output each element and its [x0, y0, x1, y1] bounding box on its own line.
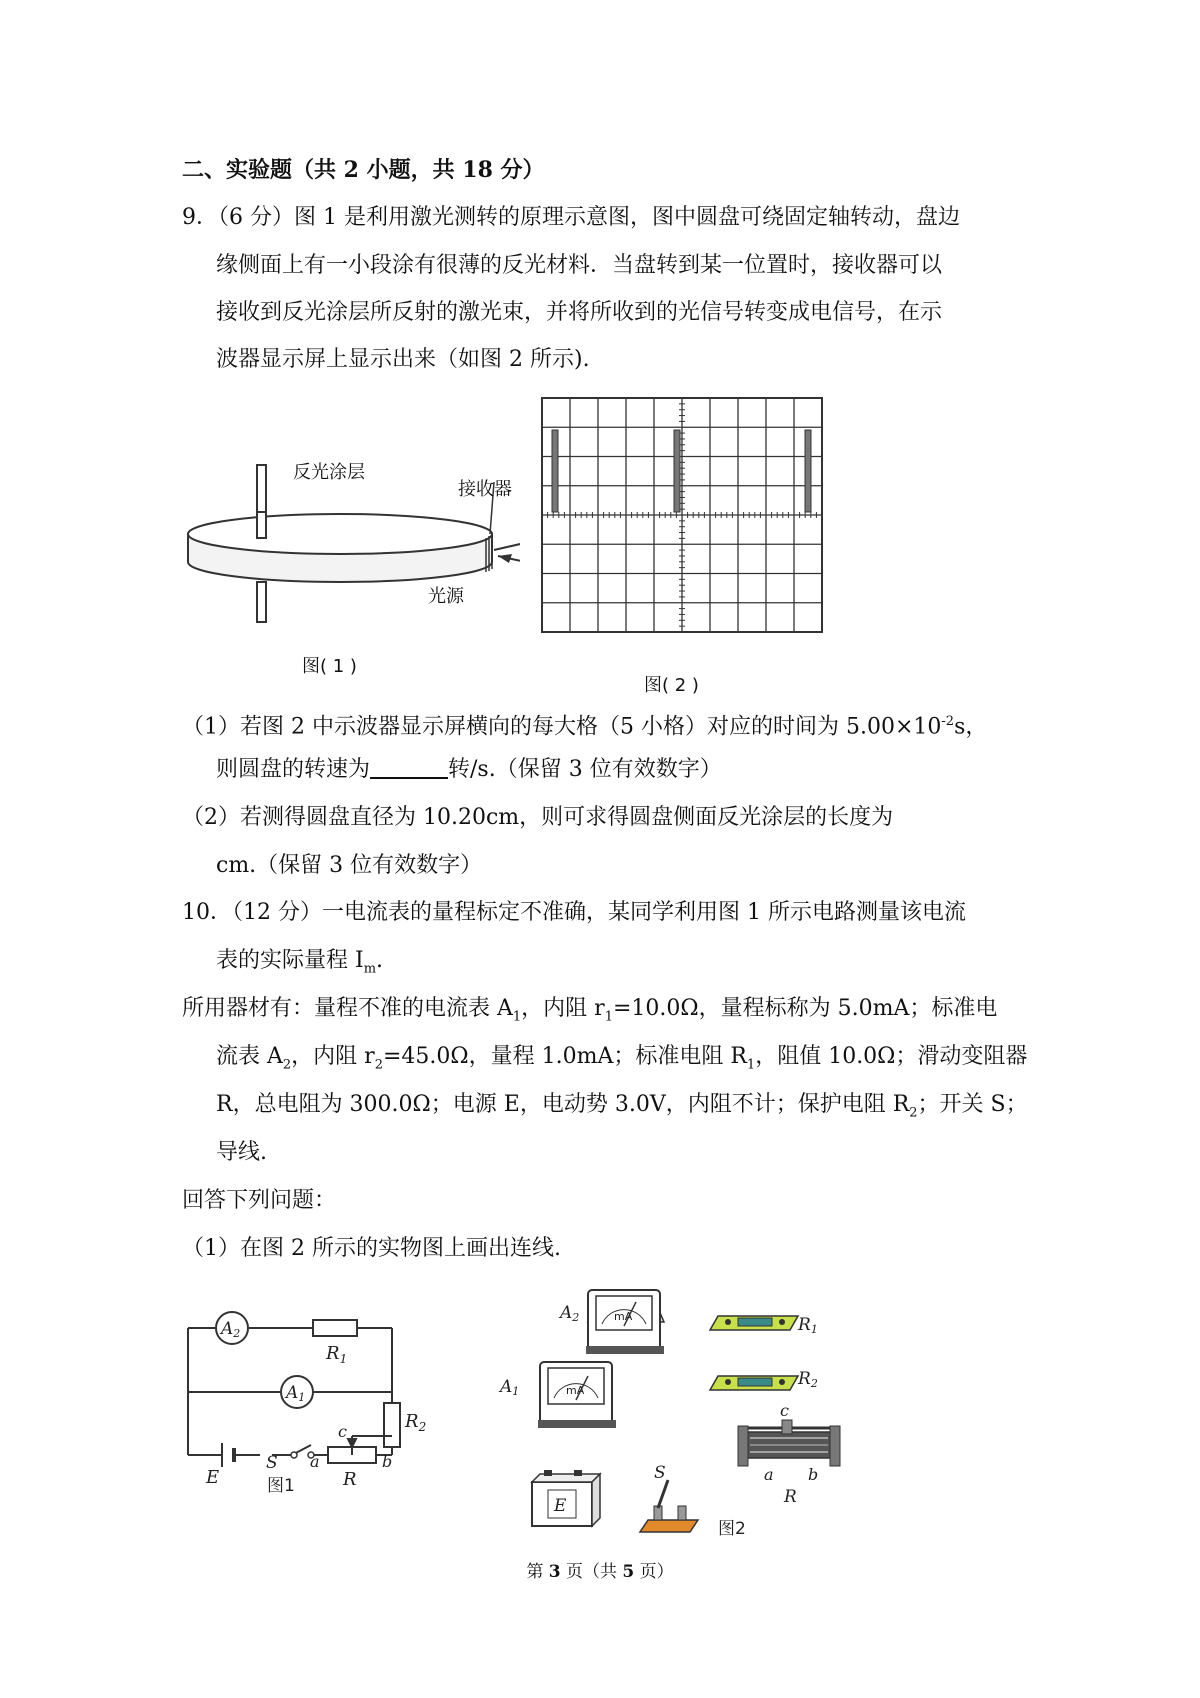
resistor-r2-device	[710, 1376, 798, 1390]
circuit-a1-label: A1	[286, 1383, 306, 1404]
svg-text:mA: mA	[566, 1384, 585, 1397]
apparatus-r-label: R	[784, 1487, 797, 1507]
circuit-e-label: E	[206, 1467, 220, 1488]
q10-materials-line-1: 所用器材有：量程不准的电流表 $A_1$，内阻 $r_1=10.0\Omega$，量程标称为 5.0mA；标准电	[182, 996, 998, 1025]
apparatus-figure-caption: 图2	[718, 1519, 746, 1539]
receiver-label: 接收器	[458, 479, 512, 500]
q10-sub1: （1）在图 2 所示的实物图上画出连线.	[182, 1236, 561, 1261]
oscilloscope-figure	[541, 397, 823, 633]
apparatus-a1-label: A1	[500, 1377, 520, 1398]
figure-2-caption: 图( 2 )	[644, 675, 699, 696]
apparatus-a2-label: A2	[560, 1303, 580, 1324]
answer-blank[interactable]	[370, 755, 448, 779]
figure-1-caption: 图( 1 )	[302, 656, 357, 677]
circuit-r-label: R	[343, 1469, 357, 1490]
signal-pulse	[805, 430, 811, 512]
apparatus-b-label: b	[808, 1465, 819, 1484]
section-title: 二、实验题（共 2 小题，共 18 分）	[182, 157, 545, 183]
resistor-r1-device	[710, 1316, 798, 1330]
q10-answer-prompt: 回答下列问题：	[182, 1188, 337, 1213]
svg-text:mA: mA	[614, 1310, 633, 1323]
q9-sub2-line-1: （2）若测得圆盘直径为 10.20cm，则可求得圆盘侧面反光涂层的长度为	[182, 805, 894, 830]
q10-materials-line-2: 流表 $A_2$，内阻 $r_2=45.0\Omega$，量程 1.0mA；标准电阻 $R_1$，阻值 10.0Ω；滑动变阻器	[216, 1044, 1028, 1073]
circuit-c-label: c	[338, 1422, 347, 1441]
circuit-r2-label: $R_2$	[405, 1411, 427, 1434]
circuit-a-label: a	[310, 1452, 320, 1471]
q10-materials-line-3: R，总电阻为 300.0Ω；电源 E，电动势 3.0V，内阻不计；保护电阻 $R_2$；开关 S；	[216, 1092, 1028, 1121]
q10-materials-line-4: 导线.	[216, 1140, 267, 1165]
q9-line-1: 9．（6 分）图 1 是利用激光测转的原理示意图，图中圆盘可绕固定轴转动，盘边	[182, 205, 960, 230]
circuit-diagram	[180, 1295, 440, 1495]
page-footer: 第 3 页（共 5 页）	[526, 1562, 674, 1582]
switch-device	[640, 1480, 698, 1532]
q9-line-4: 波器显示屏上显示出来（如图 2 所示).	[216, 347, 590, 372]
signal-pulse	[552, 430, 558, 512]
q10-line-2: 表的实际量程 $I_m$.	[216, 948, 384, 977]
q9-sub2-line-2: cm.（保留 3 位有效数字）	[216, 853, 483, 878]
q10-line-1: 10．（12 分）一电流表的量程标定不准确，某同学利用图 1 所示电路测量该电流	[182, 900, 966, 925]
ammeter-a2-device	[586, 1290, 664, 1354]
circuit-b-label: b	[382, 1452, 393, 1471]
reflective-coating-label: 反光涂层	[293, 462, 365, 483]
apparatus-a-label: a	[764, 1465, 774, 1484]
apparatus-c-label: c	[780, 1401, 789, 1420]
signal-pulse	[674, 430, 680, 512]
light-source-label: 光源	[428, 586, 464, 607]
ammeter-a1-device	[538, 1362, 616, 1428]
apparatus-r1-label: R1	[798, 1315, 818, 1336]
apparatus-s-label: S	[654, 1463, 666, 1483]
q9-line-3: 接收到反光涂层所反射的激光束，并将所收到的光信号转变成电信号，在示	[216, 300, 943, 325]
circuit-r1-label: $R_1$	[326, 1343, 348, 1366]
q9-line-2: 缘侧面上有一小段涂有很薄的反光材料．当盘转到某一位置时，接收器可以	[216, 253, 943, 278]
rheostat-device	[738, 1420, 840, 1466]
apparatus-figure	[490, 1280, 860, 1542]
circuit-s-label: S	[266, 1453, 278, 1473]
circuit-a2-label: A2	[221, 1319, 241, 1340]
q9-sub1-line-1: （1）若图 2 中示波器显示屏横向的每大格（5 小格）对应的时间为 $5.00\times 10^{-2}s$，	[182, 714, 988, 740]
apparatus-e-label: E	[554, 1496, 567, 1516]
apparatus-r2-label: R2	[798, 1369, 818, 1390]
circuit-figure-caption: 图1	[267, 1476, 295, 1495]
q9-sub1-line-2: 则圆盘的转速为 转/s.（保留 3 位有效数字）	[216, 757, 722, 782]
